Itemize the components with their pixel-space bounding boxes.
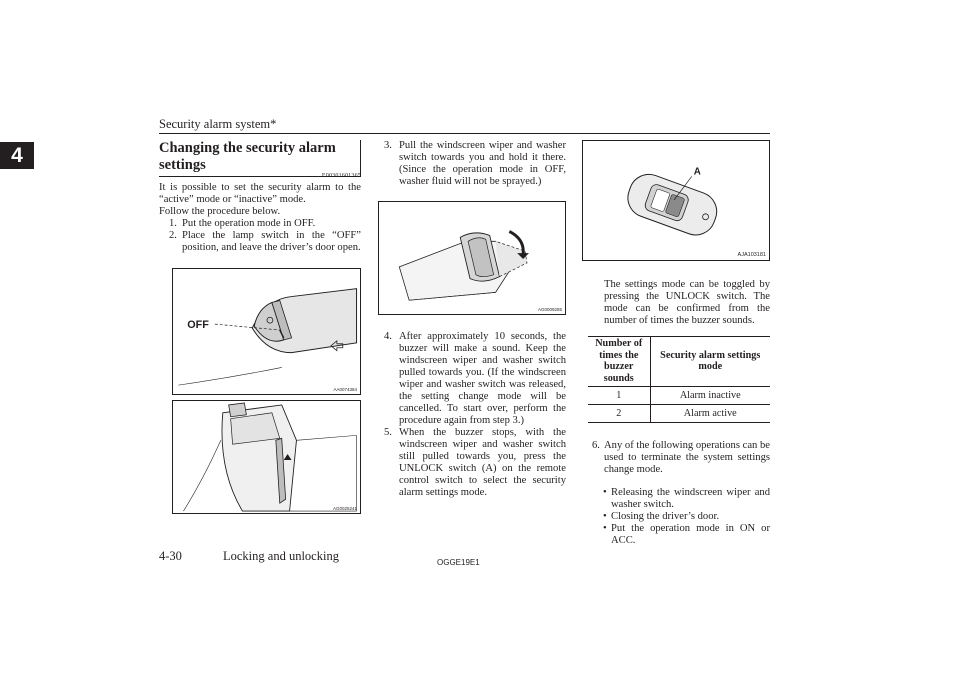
step-4	[384, 331, 566, 427]
footer-section-title: Locking and unlocking	[223, 549, 339, 563]
step-text: Any of the following operations can be used to terminate the system settings change mode.	[604, 440, 770, 475]
bullet-icon: •	[603, 511, 607, 522]
section-title: Changing the security alarm settings	[159, 140, 361, 177]
terminate-list	[603, 487, 770, 547]
step-6	[592, 440, 770, 476]
table-header-row	[588, 337, 770, 387]
chapter-tab: 4	[0, 142, 34, 169]
figure-code: AG0009285	[537, 307, 562, 312]
step-text: After approximately 10 seconds, the buzzer will make a sound. Keep the windscreen wiper and washer switch pulled towards you. (If the windscreen wiper and washer switch was released, the setting change mode will be cancelled. To start over, perform the procedure again from step 3.)	[399, 331, 566, 426]
step-number: 2.	[169, 230, 177, 241]
intro-block	[159, 182, 361, 254]
running-header: Security alarm system*	[159, 117, 277, 131]
remote-figure	[582, 140, 770, 261]
callout-a: A	[693, 166, 701, 178]
bullet-text: Put the operation mode in ON or ACC.	[611, 523, 770, 546]
table-row	[588, 387, 770, 405]
bullet-icon: •	[603, 523, 607, 534]
figure-code: AJA103181	[737, 252, 766, 258]
figure-code: AA0074384	[333, 387, 357, 392]
step-text: Place the lamp switch in the “OFF” position, and leave the driver’s door open.	[182, 230, 361, 253]
bullet-icon: •	[603, 487, 607, 498]
settings-table	[588, 336, 770, 423]
step-text: When the buzzer stops, with the windscreen wiper and washer switch still pulled towards you, press the UNLOCK switch (A) on the remote control switch to select the security alarm settings mode.	[399, 427, 566, 498]
step-text: Pull the windscreen wiper and washer switch towards you and hold it there. (Since the operation mode in OFF, washer fluid will not be sprayed.)	[399, 140, 566, 187]
bullet-text: Closing the driver’s door.	[611, 511, 720, 522]
mode-value: Alarm active	[650, 405, 770, 423]
page-number: 4-30	[159, 549, 182, 563]
step-number: 3.	[384, 140, 392, 151]
off-label: OFF	[187, 319, 209, 332]
door-figure	[172, 400, 361, 514]
section-code: E00301601365	[321, 173, 361, 179]
step-number: 1.	[169, 218, 177, 229]
step-1	[169, 218, 361, 230]
buzzer-count: 2	[588, 405, 650, 423]
manual-code: OGGE19E1	[437, 558, 480, 567]
table-row	[588, 405, 770, 423]
step-2	[169, 230, 361, 254]
remote-illustration	[583, 141, 769, 260]
header-rule	[159, 133, 770, 134]
lamp-switch-figure	[172, 268, 361, 395]
list-item	[603, 511, 770, 523]
settings-note: The settings mode can be toggled by pressing the UNLOCK switch. The mode can be confirmed from the number of times the buzzer sounds.	[604, 279, 770, 326]
step-number: 5.	[384, 427, 392, 438]
door-illustration	[173, 401, 360, 513]
step-number: 4.	[384, 331, 392, 342]
col-header-buzzer: Number of times the buzzer sounds	[588, 337, 650, 387]
steps-4-5	[384, 331, 566, 499]
lamp-switch-illustration	[173, 269, 360, 394]
buzzer-count: 1	[588, 387, 650, 405]
mode-value: Alarm inactive	[650, 387, 770, 405]
wiper-switch-illustration	[379, 202, 565, 314]
step-text: Put the operation mode in OFF.	[182, 218, 316, 229]
procedure-lead: Follow the procedure below.	[159, 206, 281, 217]
list-item	[603, 523, 770, 547]
step-number: 6.	[592, 440, 600, 451]
wiper-switch-figure	[378, 201, 566, 315]
col-header-mode: Security alarm settings mode	[650, 337, 770, 387]
intro-text: It is possible to set the security alarm to the “active” mode or “inactive” mode.	[159, 182, 361, 205]
figure-code: AG0025241	[332, 506, 357, 511]
list-item	[603, 487, 770, 511]
step-5	[384, 427, 566, 499]
bullet-text: Releasing the windscreen wiper and washer switch.	[611, 487, 770, 510]
step-3	[384, 140, 566, 188]
